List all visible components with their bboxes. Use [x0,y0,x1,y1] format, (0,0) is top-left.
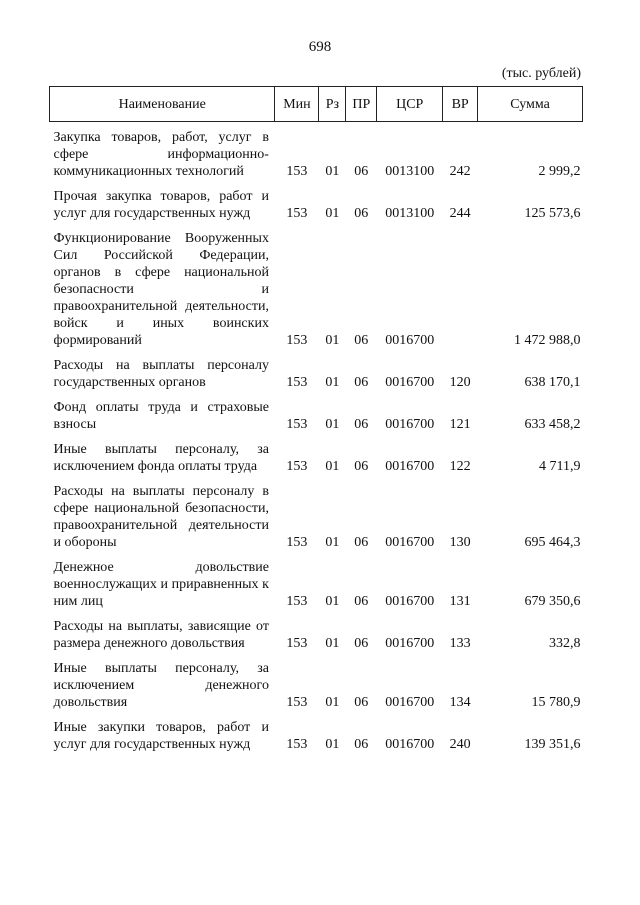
row-rz: 01 [325,459,340,474]
row-sum: 695 464,3 [524,535,581,550]
table-row [50,122,583,181]
row-min: 153 [286,333,308,348]
row-sum: 638 170,1 [524,375,581,390]
row-pr: 06 [354,164,369,179]
row-vr: 240 [449,737,471,752]
table-row [50,349,583,391]
header-rz: Рз [319,87,346,122]
row-name: Иные выплаты персоналу, за исключением денежного довольствия [53,661,269,710]
header-name: Наименование [50,87,275,122]
header-vr: ВР [443,87,478,122]
row-min: 153 [286,695,308,710]
header-row [50,87,583,122]
table-row [50,475,583,551]
table-body [50,122,583,754]
row-vr [443,222,478,349]
row-csr: 0016700 [385,417,435,432]
row-pr: 06 [354,375,369,390]
row-min: 153 [286,535,308,550]
table-row [50,391,583,433]
page-number: 698 [308,39,332,55]
row-min: 153 [286,594,308,609]
row-name: Расходы на выплаты персоналу государственных органов [53,358,269,390]
row-name: Расходы на выплаты персоналу в сфере национальной безопасности, правоохранительной деятельности и обороны [53,484,269,550]
row-sum: 139 351,6 [524,737,581,752]
units-label: (тыс. рублей) [501,66,581,81]
row-pr: 06 [354,459,369,474]
row-vr: 244 [449,206,471,221]
table-row [50,551,583,610]
row-rz: 01 [325,417,340,432]
row-min: 153 [286,737,308,752]
row-name: Прочая закупка товаров, работ и услуг для государственных нужд [53,189,269,221]
row-name: Функционирование Вооруженных Сил Российской Федерации, органов в сфере национальной безопасности и правоохранительной деятельности, войск и иных воинских формирований [53,231,269,348]
row-min: 153 [286,636,308,651]
row-pr: 06 [354,636,369,651]
row-vr: 131 [449,594,471,609]
row-vr: 122 [449,459,471,474]
row-vr: 133 [449,636,471,651]
row-csr: 0016700 [385,375,435,390]
row-min: 153 [286,417,308,432]
row-rz: 01 [325,594,340,609]
header-csr: ЦСР [377,87,443,122]
row-min: 153 [286,206,308,221]
row-rz: 01 [325,636,340,651]
table-header [50,87,583,122]
row-name: Фонд оплаты труда и страховые взносы [53,400,269,432]
row-name: Иные закупки товаров, работ и услуг для государственных нужд [53,720,269,752]
row-sum: 4 711,9 [539,459,581,474]
row-name: Денежное довольствие военнослужащих и приравненных к ним лиц [53,560,269,609]
row-rz: 01 [325,333,340,348]
row-vr: 130 [449,535,471,550]
header-pr: ПР [346,87,377,122]
row-rz: 01 [325,206,340,221]
row-csr: 0016700 [385,695,435,710]
row-name: Расходы на выплаты, зависящие от размера денежного довольствия [53,619,269,651]
row-pr: 06 [354,535,369,550]
row-pr: 06 [354,737,369,752]
row-pr: 06 [354,206,369,221]
row-name: Закупка товаров, работ, услуг в сфере информационно-коммуникационных технологий [53,130,269,179]
row-pr: 06 [354,695,369,710]
row-min: 153 [286,375,308,390]
row-csr: 0016700 [385,333,435,348]
row-rz: 01 [325,164,340,179]
row-sum: 1 472 988,0 [514,333,581,348]
header-sum: Сумма [478,87,583,122]
row-sum: 332,8 [549,636,581,651]
row-sum: 125 573,6 [524,206,581,221]
row-min: 153 [286,459,308,474]
row-sum: 633 458,2 [524,417,581,432]
row-rz: 01 [325,535,340,550]
row-sum: 679 350,6 [524,594,581,609]
row-name: Иные выплаты персоналу, за исключением фонда оплаты труда [53,442,269,474]
row-rz: 01 [325,375,340,390]
row-rz: 01 [325,737,340,752]
table-row [50,180,583,222]
row-pr: 06 [354,333,369,348]
row-csr: 0016700 [385,594,435,609]
row-sum: 2 999,2 [538,164,581,179]
table-row [50,222,583,349]
row-csr: 0016700 [385,737,435,752]
row-min: 153 [286,164,308,179]
table-row [50,610,583,652]
row-sum: 15 780,9 [531,695,581,710]
row-csr: 0013100 [385,206,435,221]
row-vr: 120 [449,375,471,390]
row-vr: 134 [449,695,471,710]
row-csr: 0016700 [385,459,435,474]
row-vr: 242 [449,164,471,179]
row-vr: 121 [449,417,471,432]
table-row [50,652,583,711]
header-min: Мин [275,87,319,122]
row-csr: 0016700 [385,535,435,550]
row-pr: 06 [354,417,369,432]
table-row [50,711,583,753]
row-rz: 01 [325,695,340,710]
row-pr: 06 [354,594,369,609]
row-csr: 0013100 [385,164,435,179]
budget-table [49,86,583,753]
table-row [50,433,583,475]
row-csr: 0016700 [385,636,435,651]
